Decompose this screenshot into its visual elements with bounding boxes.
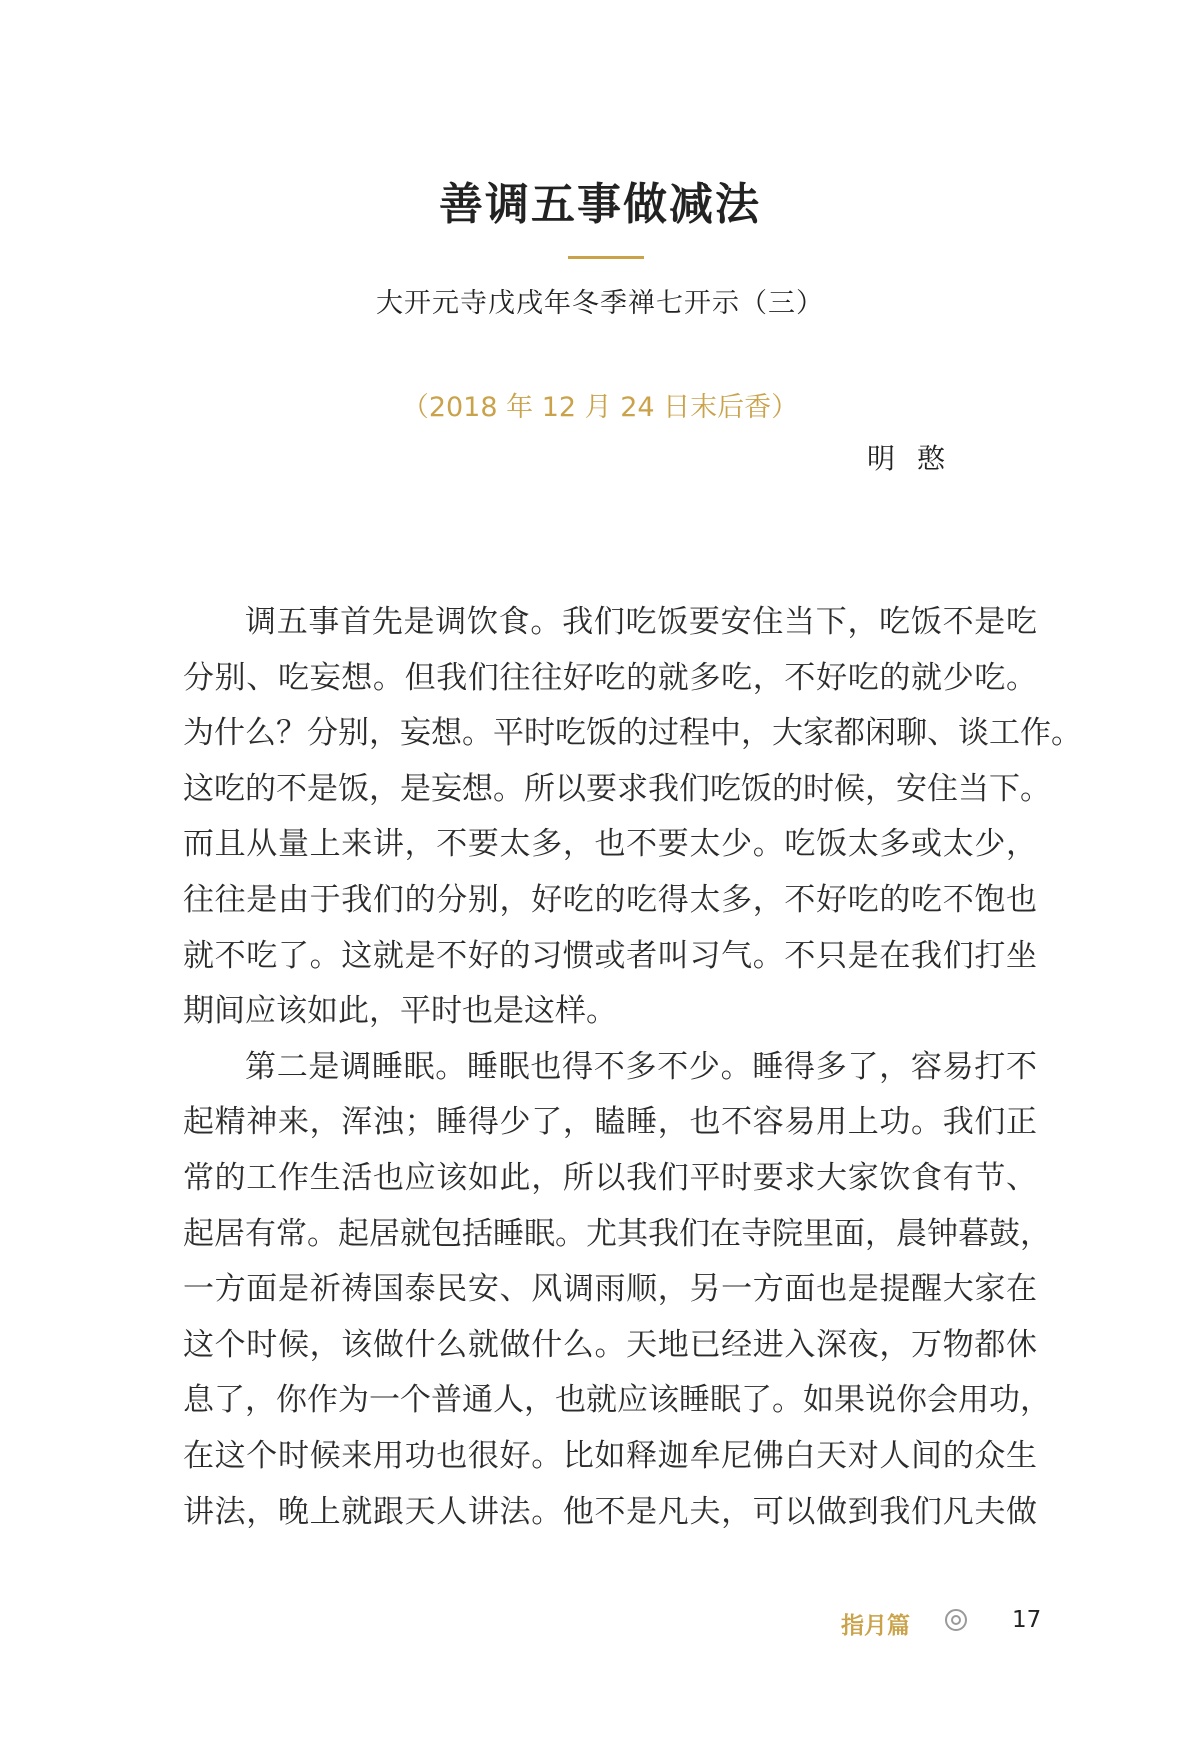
text-line: 而且从量上来讲，不要太多，也不要太少。吃饭太多或太少，: [183, 826, 1037, 863]
article-date: （2018 年 12 月 24 日末后香）: [401, 392, 799, 423]
text-line: 息了，你作为一个普通人，也就应该睡眠了。如果说你会用功，: [183, 1382, 1051, 1419]
text-line: 往往是由于我们的分别，好吃的吃得太多，不好吃的吃不饱也: [183, 881, 1037, 918]
text-line: 起居有常。起居就包括睡眠。尤其我们在寺院里面，晨钟暮鼓，: [183, 1215, 1051, 1252]
text-line: 常的工作生活也应该如此，所以我们平时要求大家饮食有节、: [183, 1159, 1037, 1196]
paragraph-1: [183, 595, 1082, 1040]
page-number: 17: [1012, 1607, 1042, 1633]
article-author: 明憨: [866, 442, 967, 475]
article-body: [183, 595, 1082, 1540]
text-line: 为什么？分别，妄想。平时吃饭的过程中，大家都闲聊、谈工作。: [183, 715, 1082, 752]
article-title: 善调五事做减法: [439, 179, 761, 230]
double-circle-icon: [945, 1609, 967, 1631]
article-subtitle: 大开元寺戊戌年冬季禅七开示（三）: [376, 288, 824, 319]
text-line: 在这个时候来用功也很好。比如释迦牟尼佛白天对人间的众生: [183, 1437, 1037, 1474]
text-line: 期间应该如此，平时也是这样。: [183, 993, 617, 1030]
title-divider: [568, 256, 644, 259]
text-line: 第二是调睡眠。睡眠也得不多不少。睡得多了，容易打不: [245, 1048, 1037, 1085]
text-line: 这个时候，该做什么就做什么。天地已经进入深夜，万物都休: [183, 1326, 1037, 1363]
text-line: 这吃的不是饭，是妄想。所以要求我们吃饭的时候，安住当下。: [183, 770, 1051, 807]
text-line: 一方面是祈祷国泰民安、风调雨顺，另一方面也是提醒大家在: [183, 1271, 1037, 1308]
footer-section-label: 指月篇: [841, 1613, 910, 1639]
paragraph-2: [183, 1040, 1051, 1540]
text-line: 分别、吃妄想。但我们往往好吃的就多吃，不好吃的就少吃。: [183, 659, 1037, 696]
text-line: 讲法，晚上就跟天人讲法。他不是凡夫，可以做到我们凡夫做: [183, 1493, 1037, 1530]
text-line: 就不吃了。这就是不好的习惯或者叫习气。不只是在我们打坐: [183, 937, 1037, 974]
text-line: 调五事首先是调饮食。我们吃饭要安住当下，吃饭不是吃: [245, 604, 1037, 640]
text-line: 起精神来，浑浊；睡得少了，瞌睡，也不容易用上功。我们正: [183, 1104, 1037, 1141]
